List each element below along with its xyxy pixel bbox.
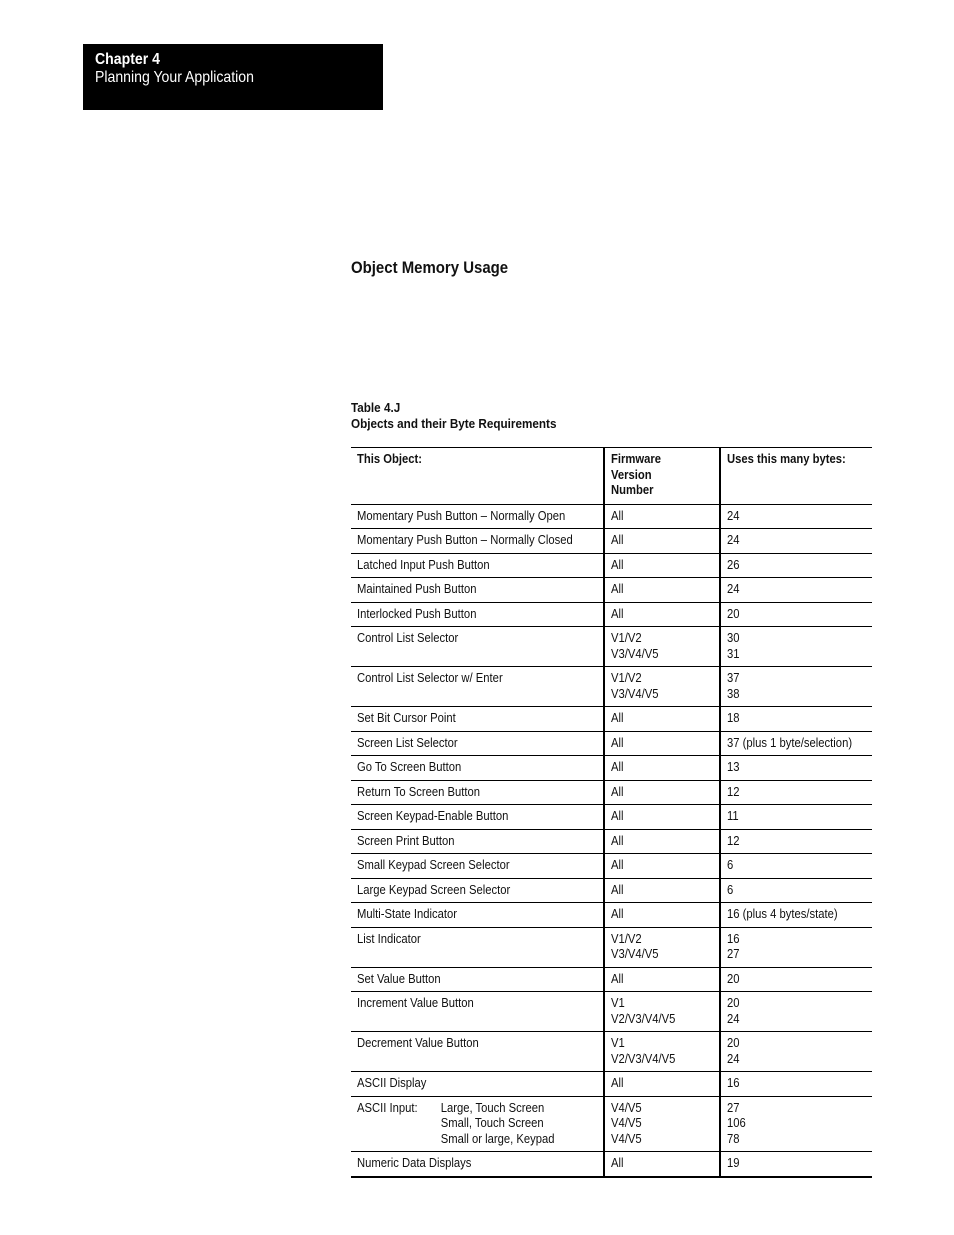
firmware-version: All bbox=[610, 760, 624, 774]
byte-count: 6 bbox=[727, 882, 734, 897]
object-variant: Large, Touch Screen bbox=[440, 1100, 545, 1115]
table-row bbox=[351, 878, 872, 903]
firmware-version: All bbox=[610, 557, 624, 572]
firmware-version: All bbox=[610, 1076, 624, 1090]
firmware-cell bbox=[604, 805, 720, 830]
column-header-object: This Object: bbox=[351, 448, 604, 505]
table-row bbox=[351, 1072, 872, 1097]
table-row bbox=[351, 780, 872, 805]
table-row bbox=[351, 731, 872, 756]
firmware-cell bbox=[604, 992, 720, 1032]
object-name-cell bbox=[351, 927, 604, 967]
object-name-cell bbox=[351, 602, 604, 627]
firmware-cell bbox=[604, 967, 720, 992]
object-name: Increment Value Button bbox=[357, 996, 474, 1010]
object-name: Screen Print Button bbox=[357, 833, 455, 848]
table-row bbox=[351, 992, 872, 1032]
firmware-version: All bbox=[610, 809, 624, 823]
firmware-cell bbox=[604, 504, 720, 529]
table-row bbox=[351, 854, 872, 879]
table-row bbox=[351, 707, 872, 732]
object-name-cell bbox=[351, 878, 604, 903]
firmware-version: All bbox=[610, 858, 624, 872]
object-name-cell bbox=[351, 854, 604, 879]
firmware-cell bbox=[604, 829, 720, 854]
object-name: Decrement Value Button bbox=[357, 1036, 479, 1050]
byte-count: 106 bbox=[727, 1116, 746, 1130]
object-name: ASCII Input: bbox=[357, 1100, 418, 1115]
chapter-title: Planning Your Application bbox=[95, 69, 254, 86]
firmware-cell bbox=[604, 627, 720, 667]
object-name-cell bbox=[351, 1072, 604, 1097]
table-row bbox=[351, 756, 872, 781]
table-header-row bbox=[351, 448, 872, 505]
object-name-cell bbox=[351, 504, 604, 529]
table-caption bbox=[351, 400, 556, 432]
object-name: Control List Selector bbox=[357, 631, 459, 645]
firmware-version: V1 bbox=[610, 996, 625, 1010]
firmware-version: All bbox=[610, 582, 624, 596]
bytes-cell bbox=[720, 504, 872, 529]
byte-count: 27 bbox=[727, 1100, 740, 1115]
object-name: Interlocked Push Button bbox=[357, 606, 477, 621]
byte-count: 20 bbox=[727, 971, 740, 986]
firmware-version: V1/V2 bbox=[610, 931, 642, 946]
byte-count: 37 bbox=[727, 671, 740, 685]
bytes-cell bbox=[720, 1032, 872, 1072]
bytes-cell bbox=[720, 878, 872, 903]
firmware-cell bbox=[604, 1096, 720, 1152]
byte-count: 11 bbox=[727, 809, 739, 823]
object-name-cell bbox=[351, 1096, 604, 1152]
bytes-cell bbox=[720, 1152, 872, 1177]
bytes-cell bbox=[720, 627, 872, 667]
firmware-cell bbox=[604, 1032, 720, 1072]
bytes-cell bbox=[720, 553, 872, 578]
object-name: Momentary Push Button – Normally Open bbox=[357, 508, 566, 523]
byte-count: 37 (plus 1 byte/selection) bbox=[727, 735, 853, 750]
byte-count: 6 bbox=[727, 858, 734, 872]
bytes-cell bbox=[720, 707, 872, 732]
firmware-cell bbox=[604, 731, 720, 756]
firmware-version: V2/V3/V4/V5 bbox=[610, 1011, 676, 1026]
firmware-cell bbox=[604, 1152, 720, 1177]
firmware-version: All bbox=[610, 508, 624, 523]
byte-count: 78 bbox=[727, 1131, 740, 1146]
object-name-cell bbox=[351, 667, 604, 707]
object-name-cell bbox=[351, 1032, 604, 1072]
table-row bbox=[351, 667, 872, 707]
firmware-version: All bbox=[610, 833, 624, 848]
bytes-cell bbox=[720, 1072, 872, 1097]
firmware-version: All bbox=[610, 711, 624, 725]
byte-count: 24 bbox=[727, 582, 740, 596]
table-row bbox=[351, 529, 872, 554]
table-row bbox=[351, 578, 872, 603]
firmware-cell bbox=[604, 553, 720, 578]
firmware-version: V2/V3/V4/V5 bbox=[610, 1051, 676, 1066]
object-variant: Small or large, Keypad bbox=[440, 1131, 555, 1146]
firmware-version: All bbox=[610, 907, 624, 921]
bytes-cell bbox=[720, 756, 872, 781]
firmware-cell bbox=[604, 854, 720, 879]
firmware-cell bbox=[604, 529, 720, 554]
bytes-cell bbox=[720, 667, 872, 707]
table-row bbox=[351, 627, 872, 667]
chapter-number: Chapter 4 bbox=[95, 51, 160, 68]
firmware-cell bbox=[604, 578, 720, 603]
column-header-firmware: Firmware Version Number bbox=[604, 448, 720, 505]
object-name-cell bbox=[351, 805, 604, 830]
firmware-version: All bbox=[610, 533, 624, 547]
firmware-cell bbox=[604, 903, 720, 928]
firmware-cell bbox=[604, 1072, 720, 1097]
object-name-cell bbox=[351, 578, 604, 603]
byte-count: 16 bbox=[727, 931, 740, 946]
bytes-cell bbox=[720, 992, 872, 1032]
object-name: Large Keypad Screen Selector bbox=[357, 882, 511, 897]
object-name-cell bbox=[351, 829, 604, 854]
object-name-cell bbox=[351, 992, 604, 1032]
object-name-cell bbox=[351, 756, 604, 781]
byte-count: 31 bbox=[727, 646, 740, 661]
byte-count: 26 bbox=[727, 557, 740, 572]
objects-byte-table bbox=[351, 447, 872, 1178]
object-name-cell bbox=[351, 967, 604, 992]
firmware-version: V1 bbox=[610, 1036, 625, 1050]
column-header-bytes: Uses this many bytes: bbox=[720, 448, 872, 505]
object-name: Latched Input Push Button bbox=[357, 557, 490, 572]
bytes-cell bbox=[720, 805, 872, 830]
firmware-version: V1/V2 bbox=[610, 671, 642, 685]
firmware-version: All bbox=[610, 606, 624, 621]
table-row bbox=[351, 553, 872, 578]
chapter-header bbox=[83, 44, 383, 110]
byte-count: 12 bbox=[727, 833, 740, 848]
byte-count: 20 bbox=[727, 1036, 740, 1050]
object-name: List Indicator bbox=[357, 931, 421, 946]
bytes-cell bbox=[720, 854, 872, 879]
byte-count: 24 bbox=[727, 508, 740, 523]
bytes-cell bbox=[720, 780, 872, 805]
object-name: Control List Selector w/ Enter bbox=[357, 671, 503, 685]
firmware-version: V3/V4/V5 bbox=[610, 947, 659, 961]
firmware-version: All bbox=[610, 1156, 624, 1170]
object-name-cell bbox=[351, 780, 604, 805]
byte-count: 16 (plus 4 bytes/state) bbox=[727, 907, 838, 921]
object-name: Momentary Push Button – Normally Closed bbox=[357, 533, 573, 547]
firmware-version: V4/V5 bbox=[610, 1131, 642, 1146]
object-name: Screen List Selector bbox=[357, 735, 458, 750]
table-row bbox=[351, 829, 872, 854]
bytes-cell bbox=[720, 903, 872, 928]
byte-count: 38 bbox=[727, 686, 740, 701]
firmware-version: All bbox=[610, 971, 624, 986]
table-row bbox=[351, 1152, 872, 1177]
table-body bbox=[351, 504, 872, 1177]
firmware-cell bbox=[604, 927, 720, 967]
object-name: Maintained Push Button bbox=[357, 582, 477, 596]
object-name: Small Keypad Screen Selector bbox=[357, 858, 510, 872]
bytes-cell bbox=[720, 1096, 872, 1152]
object-name-cell bbox=[351, 1152, 604, 1177]
table-row bbox=[351, 504, 872, 529]
object-name: Screen Keypad-Enable Button bbox=[357, 809, 509, 823]
table-number: Table 4.J bbox=[351, 400, 401, 415]
object-name-cell bbox=[351, 627, 604, 667]
firmware-version: V3/V4/V5 bbox=[610, 646, 659, 661]
object-variant: Small, Touch Screen bbox=[440, 1116, 544, 1130]
byte-count: 30 bbox=[727, 631, 740, 645]
bytes-cell bbox=[720, 731, 872, 756]
firmware-version: V3/V4/V5 bbox=[610, 686, 659, 701]
byte-count: 24 bbox=[727, 533, 740, 547]
object-name: Numeric Data Displays bbox=[357, 1156, 472, 1170]
firmware-version: V4/V5 bbox=[610, 1116, 642, 1130]
object-name: Set Value Button bbox=[357, 971, 441, 986]
table-row bbox=[351, 903, 872, 928]
byte-count: 27 bbox=[727, 947, 740, 961]
firmware-cell bbox=[604, 780, 720, 805]
firmware-cell bbox=[604, 756, 720, 781]
table-row bbox=[351, 805, 872, 830]
byte-count: 13 bbox=[727, 760, 740, 774]
table-row bbox=[351, 927, 872, 967]
object-name-cell bbox=[351, 707, 604, 732]
bytes-cell bbox=[720, 829, 872, 854]
table-row bbox=[351, 967, 872, 992]
bytes-cell bbox=[720, 578, 872, 603]
byte-count: 19 bbox=[727, 1156, 740, 1170]
byte-count: 16 bbox=[727, 1076, 740, 1090]
firmware-cell bbox=[604, 707, 720, 732]
table-row bbox=[351, 1032, 872, 1072]
object-name-cell bbox=[351, 553, 604, 578]
object-name: Multi-State Indicator bbox=[357, 907, 458, 921]
byte-count: 18 bbox=[727, 711, 740, 725]
byte-count: 20 bbox=[727, 606, 740, 621]
object-name-cell bbox=[351, 731, 604, 756]
section-heading: Object Memory Usage bbox=[351, 258, 509, 277]
firmware-version: All bbox=[610, 882, 624, 897]
firmware-cell bbox=[604, 878, 720, 903]
table-row bbox=[351, 1096, 872, 1152]
table-title: Objects and their Byte Requirements bbox=[351, 416, 557, 431]
object-name-cell bbox=[351, 529, 604, 554]
firmware-version: All bbox=[610, 735, 624, 750]
byte-count: 24 bbox=[727, 1011, 740, 1026]
firmware-version: All bbox=[610, 784, 624, 799]
bytes-cell bbox=[720, 927, 872, 967]
bytes-cell bbox=[720, 602, 872, 627]
object-name: Return To Screen Button bbox=[357, 784, 481, 799]
byte-count: 24 bbox=[727, 1051, 740, 1066]
table-row bbox=[351, 602, 872, 627]
object-name: Set Bit Cursor Point bbox=[357, 711, 456, 725]
bytes-cell bbox=[720, 967, 872, 992]
object-name: ASCII Display bbox=[357, 1076, 427, 1090]
firmware-version: V1/V2 bbox=[610, 631, 642, 645]
firmware-version: V4/V5 bbox=[610, 1100, 642, 1115]
firmware-cell bbox=[604, 667, 720, 707]
byte-count: 20 bbox=[727, 996, 740, 1010]
firmware-cell bbox=[604, 602, 720, 627]
byte-count: 12 bbox=[727, 784, 740, 799]
bytes-cell bbox=[720, 529, 872, 554]
object-name: Go To Screen Button bbox=[357, 760, 462, 774]
object-name-cell bbox=[351, 903, 604, 928]
